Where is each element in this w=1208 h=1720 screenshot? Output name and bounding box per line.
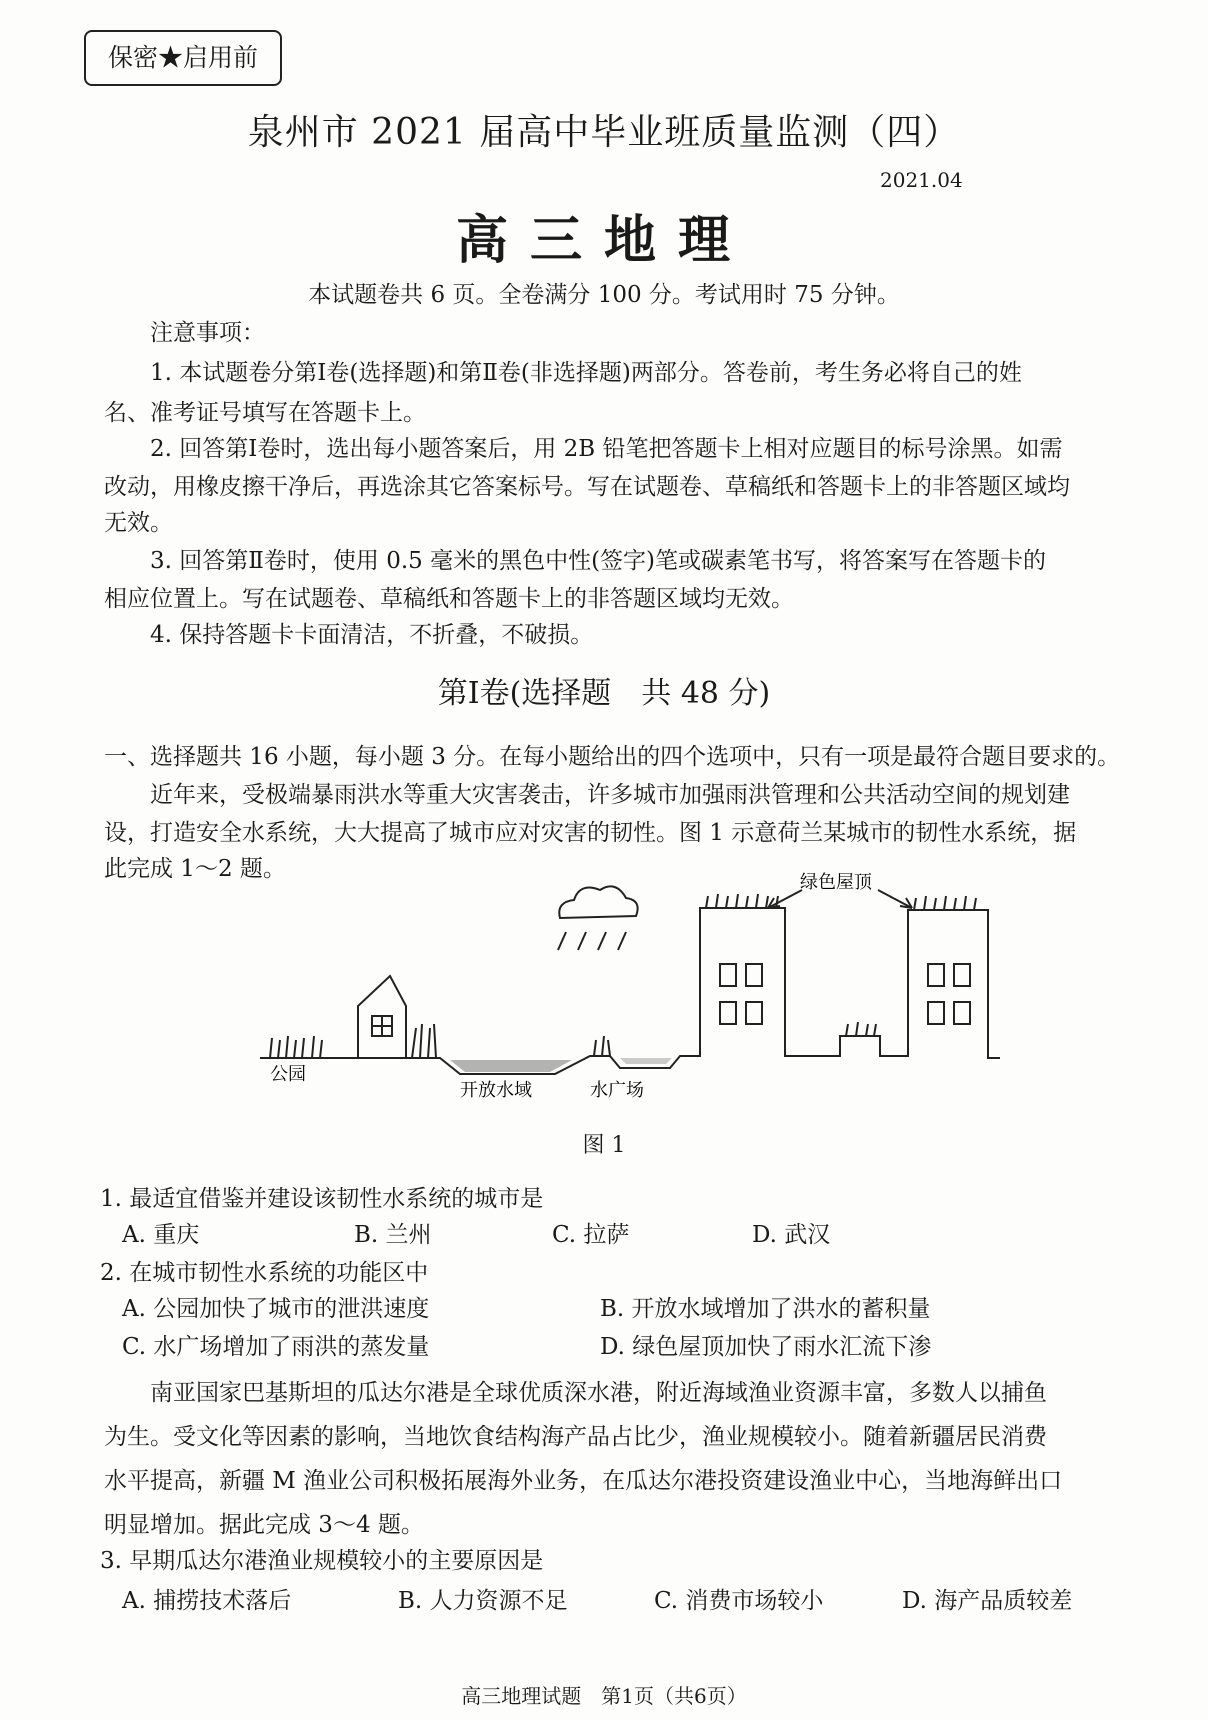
- section-title: 第Ⅰ卷(选择题 共 48 分): [437, 676, 771, 711]
- passage-line: 南亚国家巴基斯坦的瓜达尔港是全球优质深水港，附近海域渔业资源丰富，多数人以捕鱼: [150, 1380, 1047, 1406]
- question-1-option-a: A. 重庆: [122, 1222, 200, 1248]
- resilient-water-system-diagram: [260, 868, 1000, 1098]
- label-water-square: 水广场: [590, 1080, 644, 1098]
- subject-title: 高三地理: [455, 210, 752, 271]
- water-square-fill: [620, 1058, 672, 1064]
- question-1-option-b: B. 兰州: [354, 1222, 432, 1248]
- note-line: 3. 回答第Ⅱ卷时，使用 0.5 毫米的黑色中性(签字)笔或碳素笔书写，将答案写在答题卡的: [150, 548, 1047, 574]
- exam-info: 本试题卷共 6 页。全卷满分 100 分。考试用时 75 分钟。: [308, 282, 900, 308]
- section-instruction: 一、选择题共 16 小题，每小题 3 分。在每小题给出的四个选项中，只有一项是最符合题目要求的。: [104, 744, 1121, 770]
- note-line: 无效。: [104, 510, 173, 536]
- question-3-option-b: B. 人力资源不足: [398, 1588, 568, 1614]
- question-2-stem: 2. 在城市韧性水系统的功能区中: [100, 1260, 429, 1286]
- label-green-roof: 绿色屋顶: [800, 872, 872, 893]
- question-1-stem: 1. 最适宜借鉴并建设该韧性水系统的城市是: [100, 1186, 544, 1212]
- note-line: 相应位置上。写在试题卷、草稿纸和答题卡上的非答题区域均无效。: [104, 586, 794, 612]
- figure-caption: 图 1: [582, 1133, 626, 1158]
- question-2-option-a: A. 公园加快了城市的泄洪速度: [122, 1296, 430, 1322]
- exam-title: 泉州市 2021 届高中毕业班质量监测（四）: [247, 112, 961, 153]
- question-1-option-c: C. 拉萨: [552, 1222, 630, 1248]
- passage-line: 明显增加。据此完成 3～4 题。: [104, 1512, 424, 1538]
- passage-line: 此完成 1～2 题。: [104, 856, 286, 882]
- question-3-stem: 3. 早期瓜达尔港渔业规模较小的主要原因是: [100, 1548, 544, 1574]
- question-3-option-c: C. 消费市场较小: [654, 1588, 824, 1614]
- question-1-option-d: D. 武汉: [752, 1222, 831, 1248]
- passage-line: 为生。受文化等因素的影响，当地饮食结构海产品占比少，渔业规模较小。随着新疆居民消费: [104, 1424, 1047, 1450]
- passage-line: 设，打造安全水系统，大大提高了城市应对灾害的韧性。图 1 示意荷兰某城市的韧性水系统，据: [104, 820, 1077, 846]
- question-2-option-b: B. 开放水域增加了洪水的蓄积量: [600, 1296, 931, 1322]
- open-water-fill: [450, 1060, 572, 1072]
- passage-line: 近年来，受极端暴雨洪水等重大灾害袭击，许多城市加强雨洪管理和公共活动空间的规划建: [150, 782, 1070, 808]
- page-footer: 高三地理试题 第1页（共6页）: [461, 1684, 747, 1708]
- note-line: 名、准考证号填写在答题卡上。: [104, 400, 426, 426]
- question-3-option-d: D. 海产品质较差: [902, 1588, 1073, 1614]
- question-2-option-c: C. 水广场增加了雨洪的蒸发量: [122, 1334, 430, 1360]
- question-2-option-d: D. 绿色屋顶加快了雨水汇流下渗: [600, 1334, 932, 1360]
- note-line: 1. 本试题卷分第Ⅰ卷(选择题)和第Ⅱ卷(非选择题)两部分。答卷前，考生务必将自己的姓: [150, 360, 1022, 386]
- note-line: 改动，用橡皮擦干净后，再选涂其它答案标号。写在试题卷、草稿纸和答题卡上的非答题区域均: [104, 474, 1070, 500]
- note-line: 2. 回答第Ⅰ卷时，选出每小题答案后，用 2B 铅笔把答题卡上相对应题目的标号涂黑。如需: [150, 436, 1063, 462]
- notes-heading: 注意事项：: [150, 320, 265, 346]
- label-open-water: 开放水域: [460, 1080, 532, 1098]
- note-line: 4. 保持答题卡卡面清洁，不折叠，不破损。: [150, 622, 594, 648]
- label-park: 公园: [270, 1064, 306, 1085]
- exam-date: 2021.04: [880, 168, 963, 192]
- confidential-badge: 保密★启用前: [84, 30, 282, 86]
- question-3-option-a: A. 捕捞技术落后: [122, 1588, 292, 1614]
- passage-line: 水平提高，新疆 M 渔业公司积极拓展海外业务，在瓜达尔港投资建设渔业中心，当地海鲜出口: [104, 1468, 1063, 1494]
